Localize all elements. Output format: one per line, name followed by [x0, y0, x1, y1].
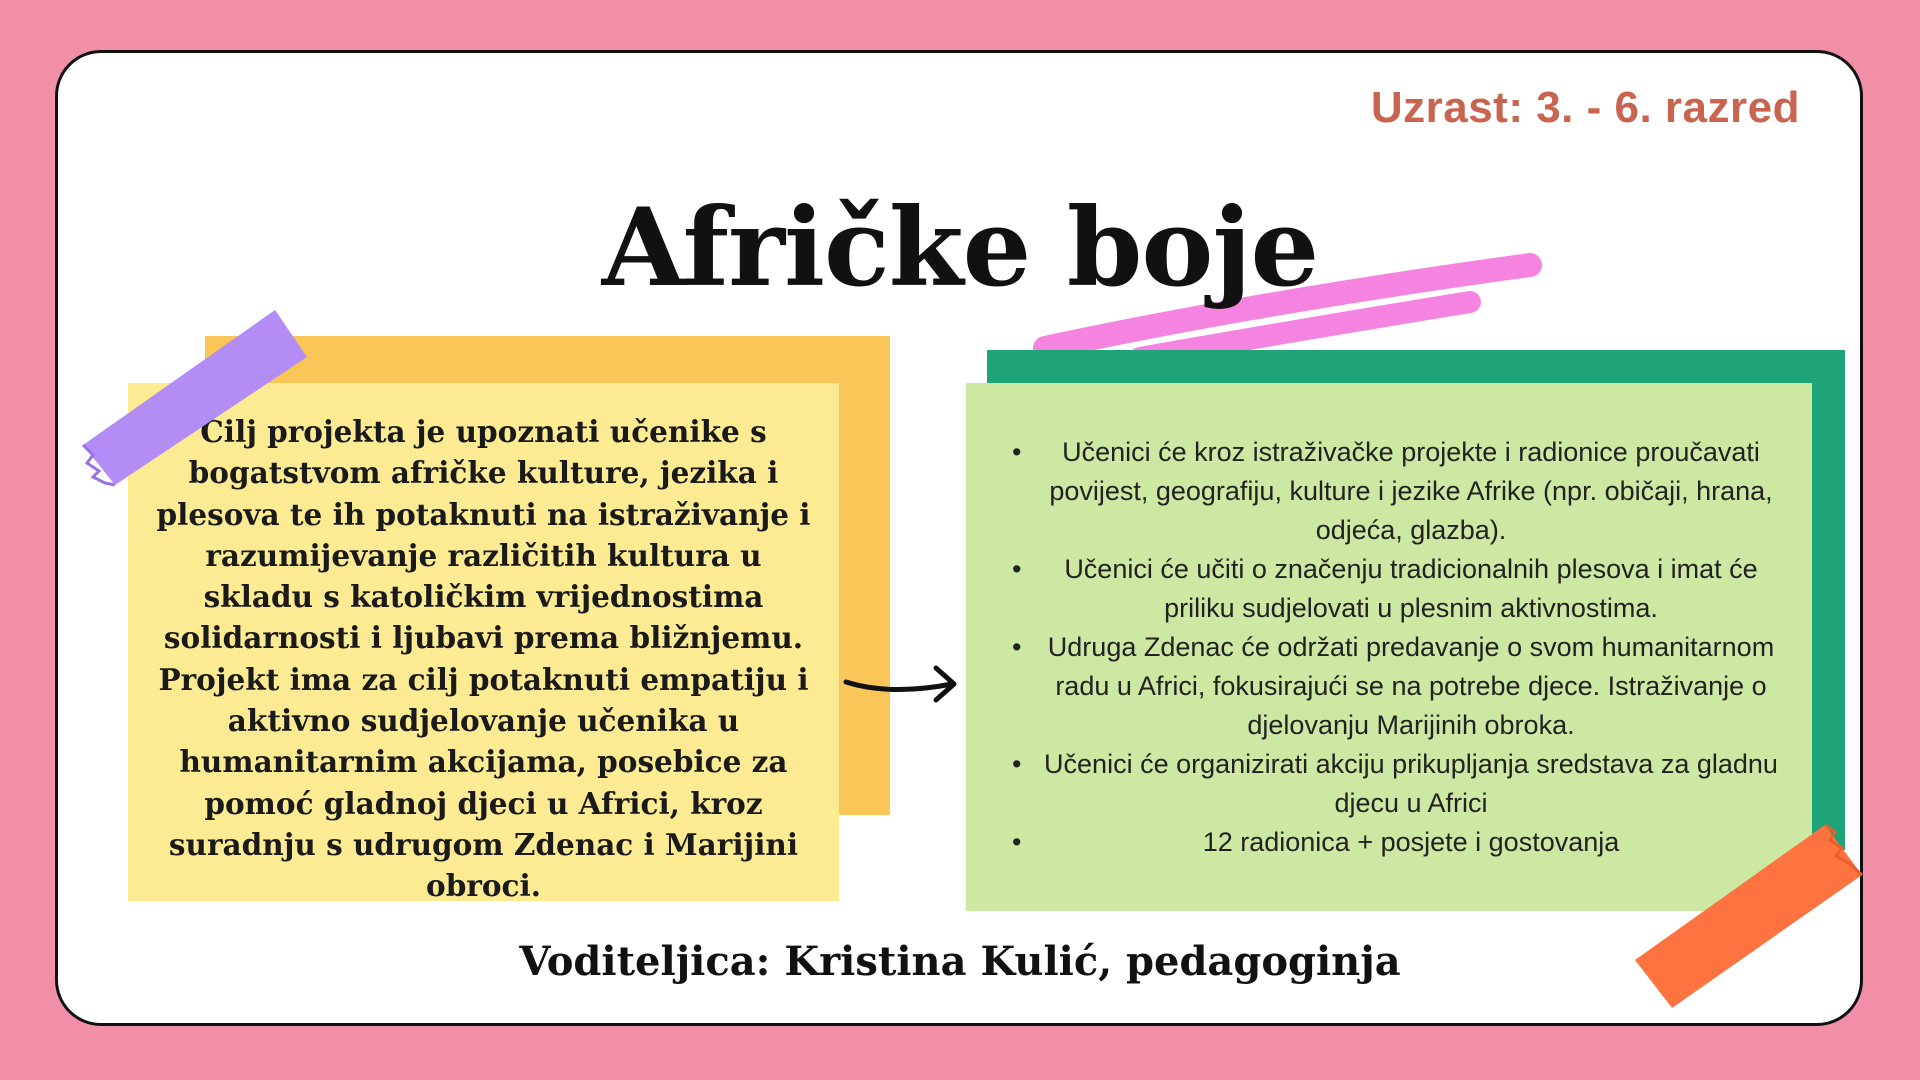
project-leader: Voditeljica: Kristina Kulić, pedagoginja [519, 938, 1401, 985]
project-goal-text: Cilj projekta je upoznati učenike s bogatstvom afričke kulture, jezika i plesova te ih potaknuti na istraživanje i razumijevanje različitih kultura u skladu s katoličkim vrijednostima solidarnosti i ljubavi prema bližnjemu. Projekt ima za cilj potaknuti empatiju i aktivno sudjelovanje učenika u humanitarnim akcijama, posebice za pomoć gladnoj djeci u Africi, kroz suradnju s udrugom Zdenac i Marijini obroci. [156, 414, 811, 904]
age-range-label: Uzrast: 3. - 6. razred [1370, 83, 1800, 132]
activity-item: • Učenici će kroz istraživačke projekte i radionice proučavati povijest, geografiju, kulture i jezike Afrike (npr. običaji, hrana, odjeća, glazba). [990, 433, 1788, 550]
activities-list [990, 433, 1788, 862]
activity-item: • Učenici će učiti o značenju tradicionalnih plesova i imat će priliku sudjelovati u plesnim aktivnostima. [990, 550, 1788, 628]
activity-item: • Udruga Zdenac će održati predavanje o svom humanitarnom radu u Africi, fokusirajući se na potrebe djece. Istraživanje o djelovanju Marijinih obroka. [990, 628, 1788, 745]
arrow-right-icon [840, 660, 960, 710]
orange-tape-decoration [1630, 820, 1870, 1010]
purple-tape-decoration [75, 305, 315, 495]
activity-item: • Učenici će organizirati akciju prikupljanja sredstava za gladnu djecu u Africi [990, 745, 1788, 823]
page-title: Afričke boje [601, 185, 1319, 311]
activity-item: • 12 radionica + posjete i gostovanja [990, 823, 1788, 862]
